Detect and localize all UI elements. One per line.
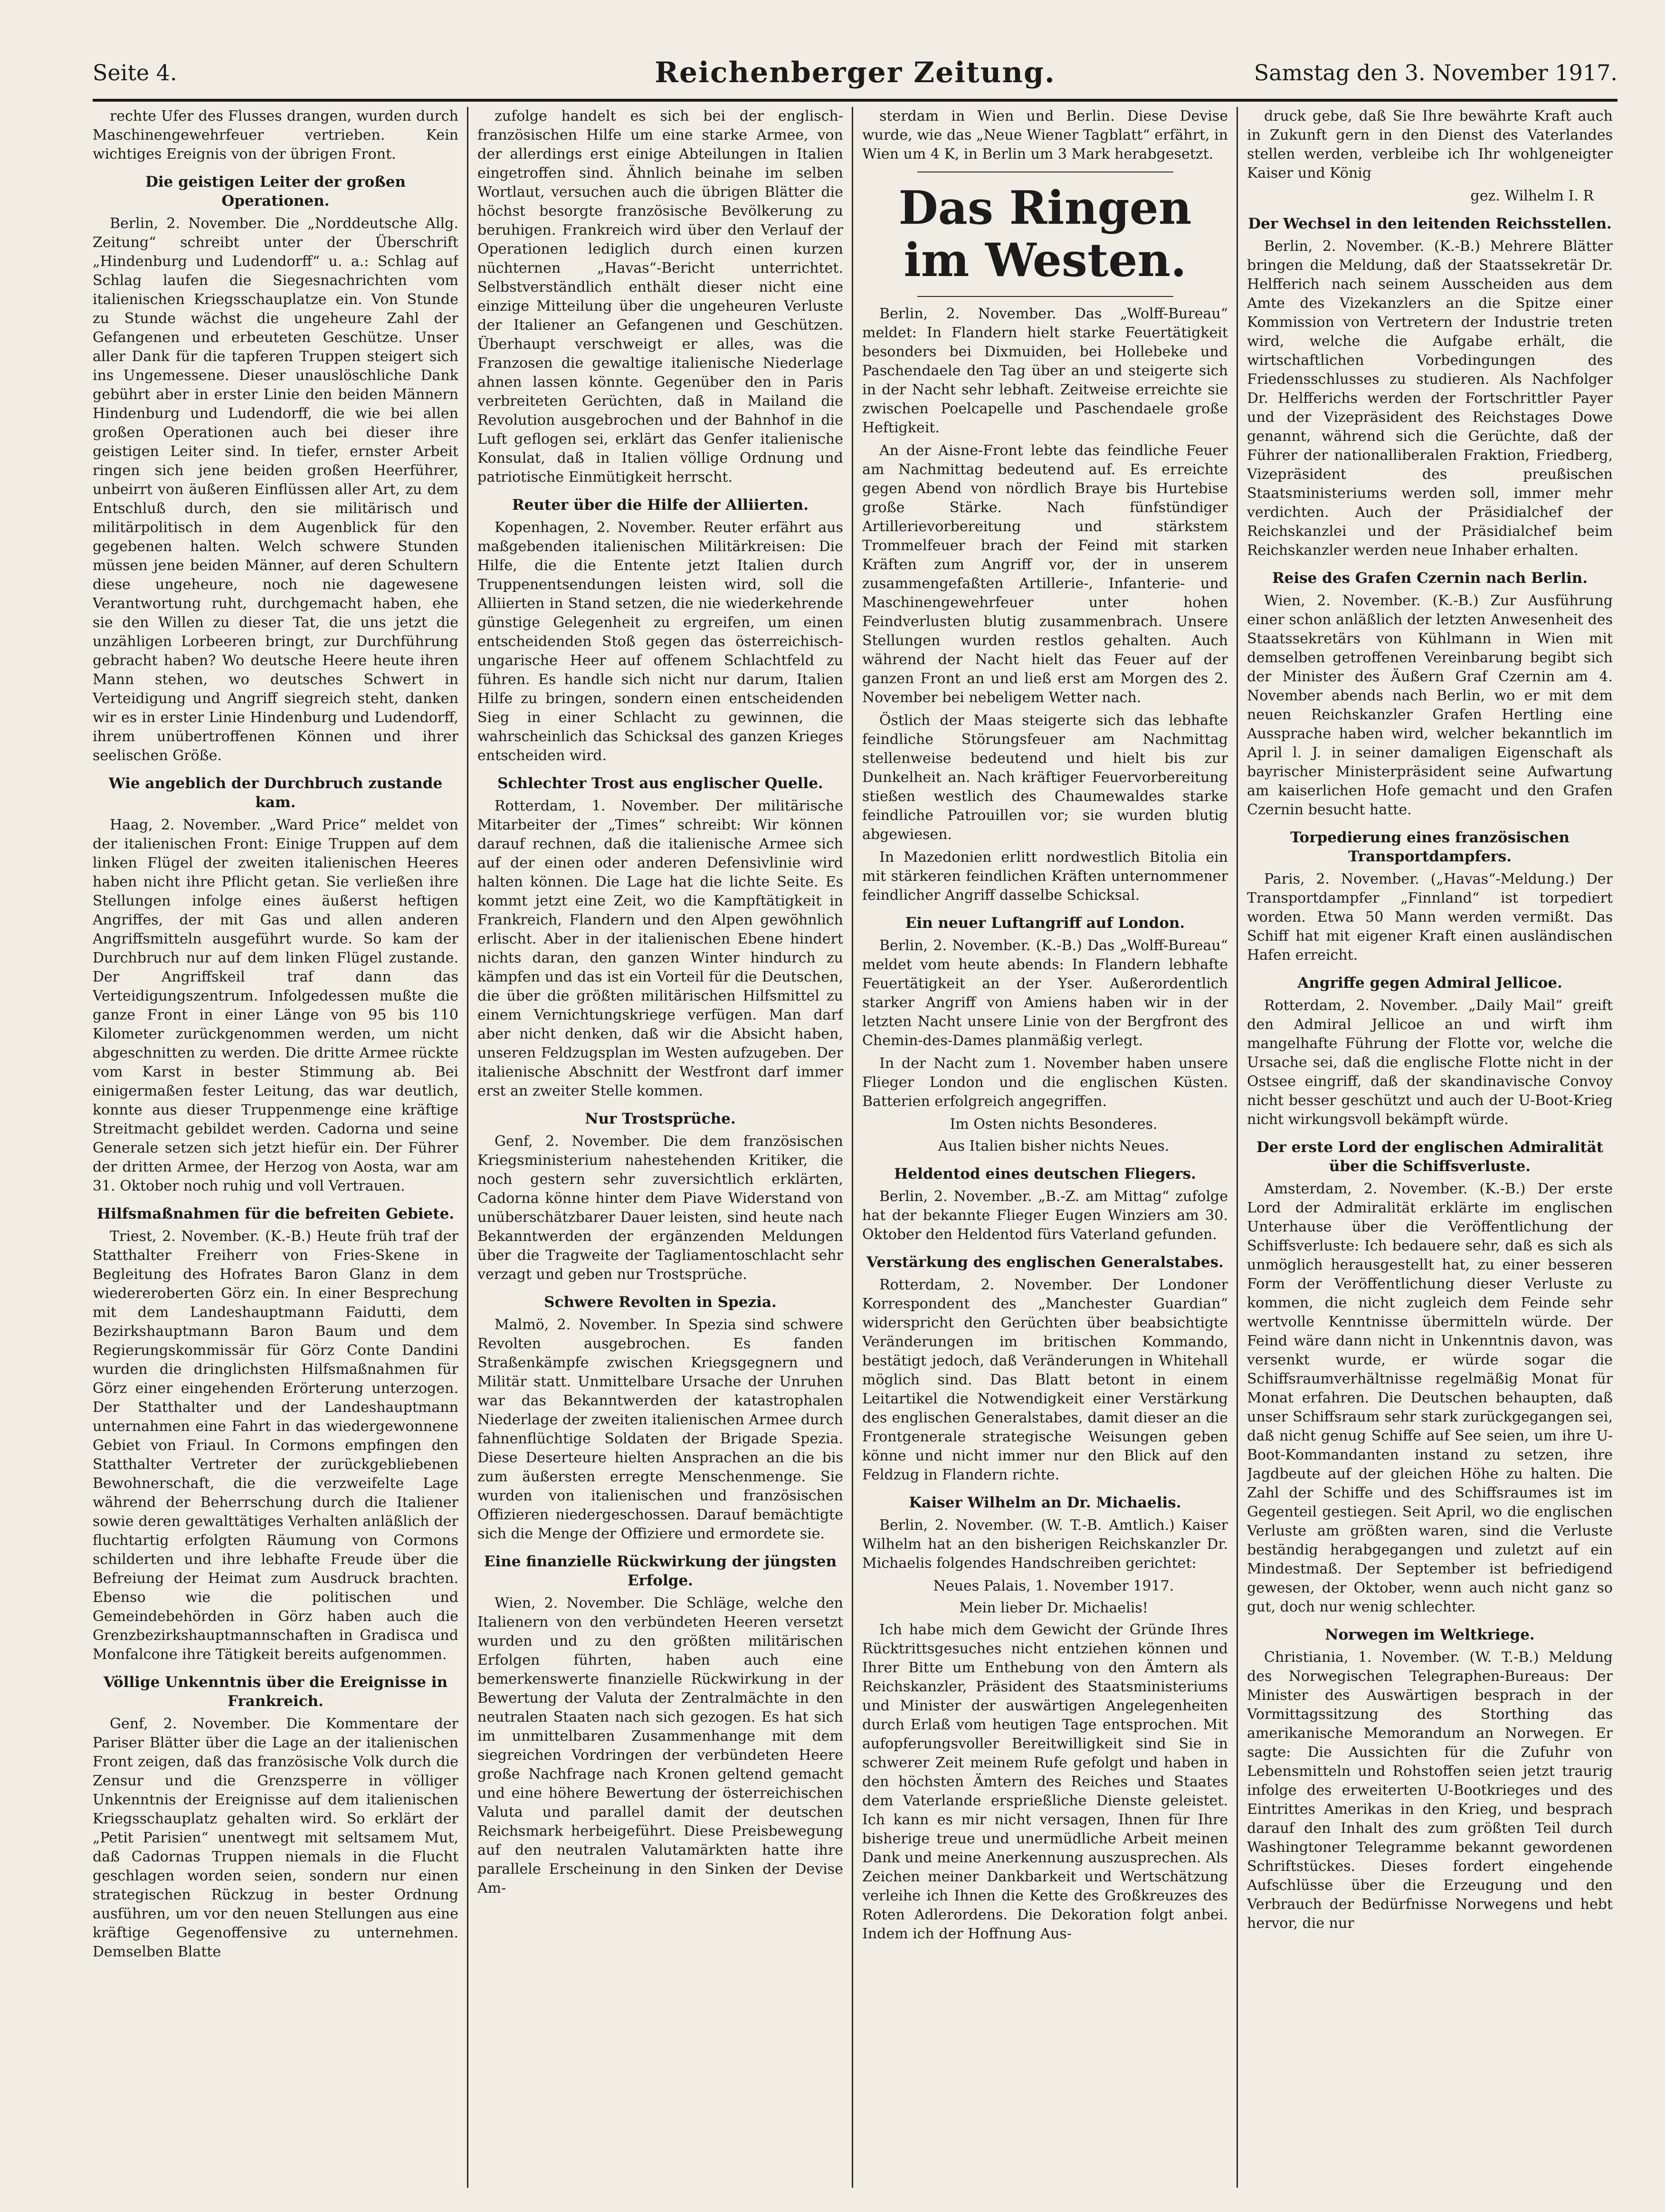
article-line: Im Osten nichts Besonderes. (950, 1116, 1158, 1133)
signature: gez. Wilhelm I. R (1470, 188, 1594, 204)
article-paragraph: In Mazedonien erlitt nordwestlich Bitolia ein mit stärkeren feindlichen Kräften unternommener feindlicher Angriff dasselbe Schicksal. (862, 849, 1228, 904)
letter-salutation: Mein lieber Dr. Michaelis! (959, 1600, 1148, 1616)
newspaper-title: Reichenberger Zeitung. (655, 56, 1056, 89)
article-paragraph: Rotterdam, 2. November. „Daily Mail“ greift den Admiral Jellicoe an und wirft ihm mangelhafte Führung der Flotte vor, welche die Ursache sei, daß die englische Flotte nicht in der Ostsee eingriff, daß der skandinavische Convoy nicht besser geschützt und auch der U-Boot-Krieg nicht wirkungsvoll bekämpft würde. (1247, 997, 1613, 1128)
article-paragraph: Berlin, 2. November. „B.-Z. am Mittag“ zufolge hat der bekannte Flieger Eugen Winziers am 30. Oktober den Heldentod fürs Vaterland gefunden. (862, 1188, 1228, 1243)
article-heading: Heldentod eines deutschen Fliegers. (894, 1165, 1196, 1182)
section-divider (917, 296, 1173, 297)
article-heading: Kaiser Wilhelm an Dr. Michaelis. (909, 1494, 1181, 1511)
article-paragraph: Ich habe mich dem Gewicht der Gründe Ihres Rücktrittsgesuches nicht entziehen können und Ihrer Bitte um Enthebung von den Ämtern als Reichskanzler, Präsident des Staatsministeriums und Minister der auswärtigen Angelegenheiten durch Erlaß vom heutigen Tage entsprochen. Mit aufopferungsvoller Bereitwilligkeit sind Sie in schwerer Zeit meinem Rufe gefolgt und haben in den höchsten Ämtern des Reiches und Staates dem Vaterlande ersprießliche Dienste geleistet. Ich kann es mir nicht versagen, Ihnen für Ihre bisherige treue und unermüdliche Arbeit meinen Dank und meine Anerkennung auszusprechen. Als Zeichen meiner Dankbarkeit und Wertschätzung verleihe ich Ihnen die Kette des Großkreuzes des Roten Adlerordens. Die Dekoration folgt anbei. Indem ich der Hoffnung Aus- (862, 1621, 1228, 1942)
article-heading: Ein neuer Luftangriff auf London. (905, 915, 1185, 932)
article-paragraph: zufolge handelt es sich bei der englisch-französischen Hilfe um eine starke Armee, von der allerdings erst einige Abteilungen in Italien eingetroffen sind. Ähnlich beinahe im selben Wortlaut, versuchen auch die übrigen Blätter die höchst besorgte französische Bevölkerung zu beruhigen. Frankreich wird über den Verlauf der Operationen lediglich durch einen kurzen nüchternen „Havas“-Bericht unterrichtet. Selbstverständlich enthält dieser nicht eine einzige Mitteilung über die ungeheuren Verluste der Italiener an Gefangenen und Geschützen. Überhaupt verschweigt er alles, was die Franzosen die gewaltige italienische Niederlage ahnen lassen könnte. Gegenüber den in Paris verbreiteten Gerüchten, daß in Mailand die Revolution ausgebrochen und der Bahnhof in die Luft geflogen sei, erklärt das Genfer italienische Konsulat, daß in Italien völlige Ordnung und patriotische Einmütigkeit herrscht. (477, 108, 843, 486)
article-paragraph: In der Nacht zum 1. November haben unsere Flieger London und die englischen Küsten. Batterien erfolgreich angegriffen. (862, 1055, 1228, 1110)
article-heading: Eine finanzielle Rückwirkung der jüngsten Erfolge. (484, 1553, 837, 1589)
article-paragraph: Triest, 2. November. (K.-B.) Heute früh traf der Statthalter Freiherr von Fries-Skene in Begleitung des Hofrates Baron Glanz in dem wiedereroberten Görz ein. In einer Besprechung mit dem Landeshauptmann Faidutti, dem Bezirkshauptmann Baron Baum und dem Regierungskommissär für Görz Conte Dandini wurden die dringlichsten Hilfsmaßnahmen für Görz einer eingehenden Erörterung unterzogen. Der Statthalter und der Landeshauptmann unternahmen eine Fahrt in das wiedergewonnene Gebiet von Friaul. In Cormons empfingen den Statthalter Vertreter der zurückgebliebenen Bewohnerschaft, die die verzweifelte Lage während der Beherrschung durch die Italiener sowie deren gewalttätiges Verhalten anläßlich der fluchtartig erfolgten Räumung von Cormons schilderten und ihre lebhafte Freude über die Befreiung der Heimat zum Ausdruck brachten. Ebenso wie die politischen und Gemeindebehörden in Görz haben auch die Grenzbezirkshauptmannschaften in Gradisca und Monfalcone ihre Tätigkeit bereits aufgenommen. (93, 1228, 458, 1663)
article-heading: Norwegen im Weltkriege. (1325, 1626, 1535, 1643)
article-heading: Der erste Lord der englischen Admiralität über die Schiffsverluste. (1256, 1139, 1604, 1175)
article-paragraph: Berlin, 2. November. (K.-B.) Mehrere Blätter bringen die Meldung, daß der Staatssekretär Dr. Helfferich nach seinem Ausscheiden aus dem Amte des Vizekanzlers an die Spitze einer Kommission von Vertretern der Industrie treten wird, welche die Aufgabe erhält, die wirtschaftlichen Vorbedingungen des Friedensschlusses zu studieren. Als Nachfolger Dr. Helfferichs werden der Fortschrittler Payer und der Vizepräsident des Reichstages Dowe genannt, während sich die Gerüchte, daß der Führer der nationalliberalen Fraktion, Friedberg, Vizepräsident des preußischen Staatsministeriums werden soll, immer mehr verdichten. Auch der Präsidialchef der Reichskanzlei und der Präsidialchef beim Reichskanzler werden neue Inhaber erhalten. (1247, 238, 1613, 559)
article-line: Aus Italien bisher nichts Neues. (938, 1138, 1170, 1154)
article-heading: Reuter über die Hilfe der Alliierten. (512, 496, 809, 514)
article-heading: Nur Trostsprüche. (585, 1110, 736, 1127)
article-heading: Reise des Grafen Czernin nach Berlin. (1272, 570, 1588, 587)
article-paragraph: Berlin, 2. November. (K.-B.) Das „Wolff-Bureau“ meldet vom heute abends: In Flandern lebhafte Feuertätigkeit an der Yser. Außerordentlich starker Angriff von Amiens haben wir in der letzten Nacht unsere Linie von der Bergfront des Chemin-des-Dames planmäßig verlegt. (862, 937, 1228, 1049)
column-2 (477, 107, 843, 2188)
article-paragraph: Paris, 2. November. („Havas“-Meldung.) Der Transportdampfer „Finnland“ ist torpediert worden. Etwa 50 Mann werden vermißt. Das Schiff hat mit eigener Kraft einen ausländischen Hafen erreicht. (1247, 871, 1613, 963)
columns (93, 107, 1617, 2188)
column-rule (467, 107, 468, 2188)
article-paragraph: An der Aisne-Front lebte das feindliche Feuer am Nachmittag bedeutend auf. Es erreichte gegen Abend von nördlich Braye bis Hurtebise große Stärke. Nach fünfstündiger Artillerievorbereitung und stärkstem Trommelfeuer brach der Feind mit starken Kräften zum Angriff vor, der in unserem zusammengefaßten Artillerie-, Infanterie- und Maschinengewehrfeuer unter hohen Feindverlusten blutig zusammenbrach. Unsere Stellungen wurden restlos gehalten. Auch während der Nacht hielt das Feuer auf der ganzen Front an und ließ erst am Morgen des 2. November bei nebeligem Wetter nach. (862, 442, 1228, 706)
article-paragraph: Kopenhagen, 2. November. Reuter erfährt aus maßgebenden italienischen Militärkreisen: Die Hilfe, die die Entente jetzt Italien durch Truppenentsendungen leisten wird, soll die Alliierten in Stand setzen, die nie wiederkehrende günstige Gelegenheit zu ergreifen, um einen entscheidenden Stoß gegen das österreichisch-ungarische Heer auf offenem Schlachtfeld zu führen. Es handle sich nicht nur darum, Italien Hilfe zu bringen, sondern einen entscheidenden Sieg in einer Schlacht zu gewinnen, die wahrscheinlich das Schicksal des ganzen Krieges entscheiden wird. (477, 519, 843, 764)
article-heading: Angriffe gegen Admiral Jellicoe. (1297, 974, 1562, 992)
article-paragraph: sterdam in Wien und Berlin. Diese Devise wurde, wie das „Neue Wiener Tagblatt“ erfährt, in Wien um 4 K, in Berlin um 3 Mark herabgesetzt. (862, 108, 1228, 162)
article-paragraph: Amsterdam, 2. November. (K.-B.) Der erste Lord der Admiralität erklärte im englischen Unterhause über die Veröffentlichung der Schiffsverluste: Ich bedauere sehr, daß es sich als unmöglich herausgestellt hat, zu einer besseren Form der Veröffentlichung dieser Verluste zu kommen, die nicht zugleich dem Feinde sehr wertvolle Kenntnisse übermitteln würde. Der Feind wäre dann nicht in Unkenntnis davon, was versenkt wurde, er würde sogar die Schiffsraumverhältnisse regelmäßig Monat für Monat erfahren. Die Deutschen behaupten, daß unser Schiffsraum sehr stark zurückgegangen sei, daß nicht genug Schiffe auf See seien, um ihre U-Boot-Kommandanten instand zu setzen, ihre Jagdbeute auf der gleichen Höhe zu halten. Die Zahl der Schiffe und des Schiffsraumes ist im Gegenteil gestiegen. Seit April, wo die englischen Verluste am größten waren, sind die Verluste beständig herabgegangen und zuletzt auf ein Mindestmaß. Der September ist befriedigend gewesen, der Oktober, wenn auch nicht ganz so gut, doch nur wenig schlechter. (1247, 1181, 1613, 1615)
column-1 (93, 107, 458, 2188)
masthead (93, 56, 1617, 102)
column-3 (862, 107, 1228, 2188)
article-paragraph: Rotterdam, 1. November. Der militärische Mitarbeiter der „Times“ schreibt: Wir können darauf rechnen, daß die italienische Armee sich auf der einen oder anderen Defensivlinie wird halten können. Die Lage hat die lichte Seite. Es kommt jetzt eine Zeit, wo die Kampftätigkeit in Frankreich, Flandern und den Alpen gewöhnlich erlischt. Aber in der italienischen Ebene hindert nichts daran, den ganzen Winter hindurch zu kämpfen und das ist ein Vorteil für die Deutschen, die über die größten militärischen Hilfsmittel zu einem Vernichtungskriege verfügen. Man darf aber nicht denken, daß wir die Absicht haben, unseren Feldzugsplan im Westen aufzugeben. Der italienische Abschnitt der Westfront darf immer erst an zweiter Stelle kommen. (477, 798, 843, 1099)
article-paragraph: Genf, 2. November. Die dem französischen Kriegsministerium nahestehenden Kritiker, die noch gestern sehr zuversichtlich erklärten, Cadorna könne hinter dem Piave Widerstand von unüberschätzbarer Dauer leisten, sind heute nach Bekanntwerden der ergänzenden Meldungen über die Tragweite der Tagliamentoschlacht sehr verzagt und geben nur Trostsprüche. (477, 1133, 843, 1283)
article-paragraph: druck gebe, daß Sie Ihre bewährte Kraft auch in Zukunft gern in den Dienst des Vaterlandes stellen werden, verbleibe ich Ihr wohlgeneigter Kaiser und König (1247, 108, 1613, 181)
column-4 (1247, 107, 1613, 2188)
article-heading: Schwere Revolten in Spezia. (544, 1294, 777, 1311)
article-paragraph: Christiania, 1. November. (W. T.-B.) Meldung des Norwegischen Telegraphen-Bureaus: Der Minister des Auswärtigen besprach in der Vormittagssitzung des Storthing das amerikanische Memorandum an Norwegen. Er sagte: Die Aussichten für die Zufuhr von Lebensmitteln und Rohstoffen seien jetzt traurig infolge des erweiterten U-Bootkrieges und des Eintrittes Amerikas in den Krieg, und besprach darauf den Inhalt des zum größten Teil durch Washingtoner Telegramme bekannt gewordenen Schriftstückes. Dieses fordert eingehende Aufschlüsse über die Erzeugung und den Verbrauch der Bedürfnisse Norwegens und hebt hervor, die nur (1247, 1649, 1613, 1932)
article-paragraph: Berlin, 2. November. Das „Wolff-Bureau“ meldet: In Flandern hielt starke Feuertätigkeit besonders bei Dixmuiden, bei Hollebeke und Paschendaele den Tag über an und steigerte sich in der Nacht sehr lebhaft. Zeitweise erreichte sie zwischen Poelcapelle und Paschendaele große Heftigkeit. (862, 305, 1228, 436)
article-paragraph: Berlin, 2. November. Die „Norddeutsche Allg. Zeitung“ schreibt unter der Überschrift „Hindenburg und Ludendorff“ u. a.: Schlag auf Schlag laufen die Siegesnachrichten vom italienischen Kriegsschauplatze ein. Von Stunde zu Stunde wächst die ungeheure Zahl der Gefangenen und erbeuteten Geschütze. Unser aller Dank für die tapferen Truppen steigert sich ins Ungemessene. Dieser unauslöschliche Dank gebührt aber in erster Linie den beiden Männern Hindenburg und Ludendorff, die wie bei allen großen Operationen auch bei dieser ihre geistigen Leiter sind. In tiefer, ernster Arbeit ringen sich jene beiden großen Heerführer, unbeirrt von äußeren Einflüssen aller Art, zu dem Entschluß durch, den sie militärisch und militärpolitisch in dem Augenblick für den gegebenen halten. Welch schwere Stunden müssen jene beiden Männer, auf deren Schultern diese ungeheure, noch nie dagewesene Verantwortung ruht, durchgemacht haben, ehe sie den Willen zu dieser Tat, die uns jetzt die unzähligen Lorbeeren bringt, zur Durchführung gebracht haben? Wo deutsche Heere heute ihren Mann stehen, wo deutsches Schwert in Verteidigung und Angriff siegreich steht, danken wir es in erster Linie Hindenburg und Ludendorff, ihrem unübertroffenen Können und ihrer seelischen Größe. (93, 215, 458, 764)
article-paragraph: Genf, 2. November. Die Kommentare der Pariser Blätter über die Lage an der italienischen Front zeigen, daß das französische Volk durch die Zensur und die Grenzsperre in völliger Unkenntnis der Ereignisse auf dem italienischen Kriegsschauplatz gehalten wird. So erklärt der „Petit Parisien“ unentwegt mit seltsamem Mut, daß Cadornas Truppen niemals in die Flucht geschlagen worden seien, sondern nur einen strategischen Rückzug in bester Ordnung ausführen, um vor den neuen Stellungen aus eine kräftige Gegenoffensive zu unternehmen. Demselben Blatte (93, 1716, 458, 1960)
article-paragraph: Berlin, 2. November. (W. T.-B. Amtlich.) Kaiser Wilhelm hat an den bisherigen Reichskanzler Dr. Michaelis folgendes Handschreiben gerichtet: (862, 1517, 1228, 1572)
column-rule (852, 107, 853, 2188)
article-heading: Wie angeblich der Durchbruch zustande kam. (108, 775, 443, 811)
article-paragraph: Wien, 2. November. Die Schläge, welche den Italienern von den verbündeten Heeren versetzt wurden und zu den größten militärischen Erfolgen führten, haben auch eine bemerkenswerte finanzielle Rückwirkung in der Bewertung der Valuta der Zentralmächte in den neutralen Staaten nach sich gezogen. Es hat sich im unmittelbaren Zusammenhange mit dem siegreichen Vordringen der verbündeten Heere große Nachfrage nach Kronen geltend gemacht und eine höhere Bewertung der österreichischen Valuta und parallel damit der deutschen Reichsmark herbeigeführt. Diese Preisbewegung auf den neutralen Valutamärkten hatte ihre parallele Erscheinung in den Sinken der Devise Am- (477, 1595, 843, 1897)
article-paragraph: Wien, 2. November. (K.-B.) Zur Ausführung einer schon anläßlich der letzten Anwesenheit des Staatssekretärs von Kühlmann in Wien mit demselben getroffenen Vereinbarung begibt sich der Minister des Äußern Graf Czernin am 4. November abends nach Berlin, wo er mit dem neuen Reichskanzler Grafen Hertling eine Aussprache haben wird, welcher bekanntlich im April l. J. in seiner damaligen Eigenschaft als bayrischer Ministerpräsident seine Aufwartung am kaiserlichen Hofe gemacht und den Grafen Czernin besucht hatte. (1247, 592, 1613, 818)
article-paragraph: Haag, 2. November. „Ward Price“ meldet von der italienischen Front: Einige Truppen auf dem linken Flügel der zweiten italienischen Heeres haben nicht ihre Pflicht getan. Sie verließen ihre Stellungen infolge eines äußerst heftigen Angriffes, der mit Gas und allen anderen Angriffsmitteln ausgeführt wurde. So kam der Durchbruch nur auf dem linken Flügel zustande. Der Angriffskeil traf dann das Verteidigungszentrum. Infolgedessen mußte die ganze Front in einer Länge von 95 bis 110 Kilometer zurückgenommen werden, um nicht abgeschnitten zu werden. Die dritte Armee rückte vom Karst in bester Stimmung ab. Bei einigermaßen fester Leitung, das war deutlich, konnte aus dieser Truppenmenge eine kräftige Streitmacht gebildet werden. Cadorna und seine Generale setzen sich jetzt hiefür ein. Der Führer der dritten Armee, der Herzog von Aosta, war am 31. Oktober noch ruhig und voll Vertrauen. (93, 817, 458, 1194)
article-heading: Völlige Unkenntnis über die Ereignisse in Frankreich. (103, 1674, 448, 1710)
article-heading: Schlechter Trost aus englischer Quelle. (497, 775, 823, 792)
article-paragraph: Rotterdam, 2. November. Der Londoner Korrespondent des „Manchester Guardian“ widerspricht den Gerüchten über beabsichtigte Veränderungen im britischen Kommando, bestätigt jedoch, daß Veränderungen in Whitehall möglich sind. Das Blatt betont in einem Leitartikel die Notwendigkeit einer Verstärkung des englischen Generalstabes, damit dieser an die Frontgenerale strategische Weisungen geben könne und nicht immer nur den Blick auf den Feldzug in Flandern richte. (862, 1277, 1228, 1483)
letter-place-date: Neues Palais, 1. November 1917. (933, 1578, 1174, 1594)
main-headline: Das Ringen im Westen. (898, 181, 1192, 287)
article-heading: Verstärkung des englischen Generalstabes. (866, 1254, 1224, 1271)
article-paragraph: rechte Ufer des Flusses drangen, wurden durch Maschinengewehrfeuer vertrieben. Kein wichtiges Ereignis von der übrigen Front. (93, 108, 458, 162)
article-paragraph: Östlich der Maas steigerte sich das lebhafte feindliche Störungsfeuer am Nachmittag stellenweise bedeutend und hielt bis zur Dunkelheit an. Nach kräftiger Feuervorbereitung stießen westlich des Chaumewaldes starke feindliche Patrouillen vor; sie wurden blutig abgewiesen. (862, 712, 1228, 843)
article-heading: Torpedierung eines französischen Transportdampfers. (1290, 829, 1570, 865)
page-number: Seite 4. (93, 60, 177, 86)
article-paragraph: Malmö, 2. November. In Spezia sind schwere Revolten ausgebrochen. Es fanden Straßenkämpfe zwischen Kriegsgegnern und Militär statt. Unmittelbare Ursache der Unruhen war das Bekanntwerden der katastrophalen Niederlage der zweiten italienischen Armee durch fahnenflüchtige Soldaten der Brigade Spezia. Diese Deserteure hielten Ansprachen an die bis zum äußersten erregte Menschenmenge. Sie wurden von italienischen und französischen Offizieren niedergeschossen. Darauf bemächtigte sich die Menge der Offiziere und ermordete sie. (477, 1316, 843, 1542)
issue-date: Samstag den 3. November 1917. (1254, 60, 1617, 86)
column-rule (1237, 107, 1238, 2188)
article-heading: Die geistigen Leiter der großen Operationen. (145, 173, 406, 210)
article-heading: Der Wechsel in den leitenden Reichsstellen. (1248, 215, 1612, 232)
article-heading: Hilfsmaßnahmen für die befreiten Gebiete. (96, 1205, 455, 1222)
